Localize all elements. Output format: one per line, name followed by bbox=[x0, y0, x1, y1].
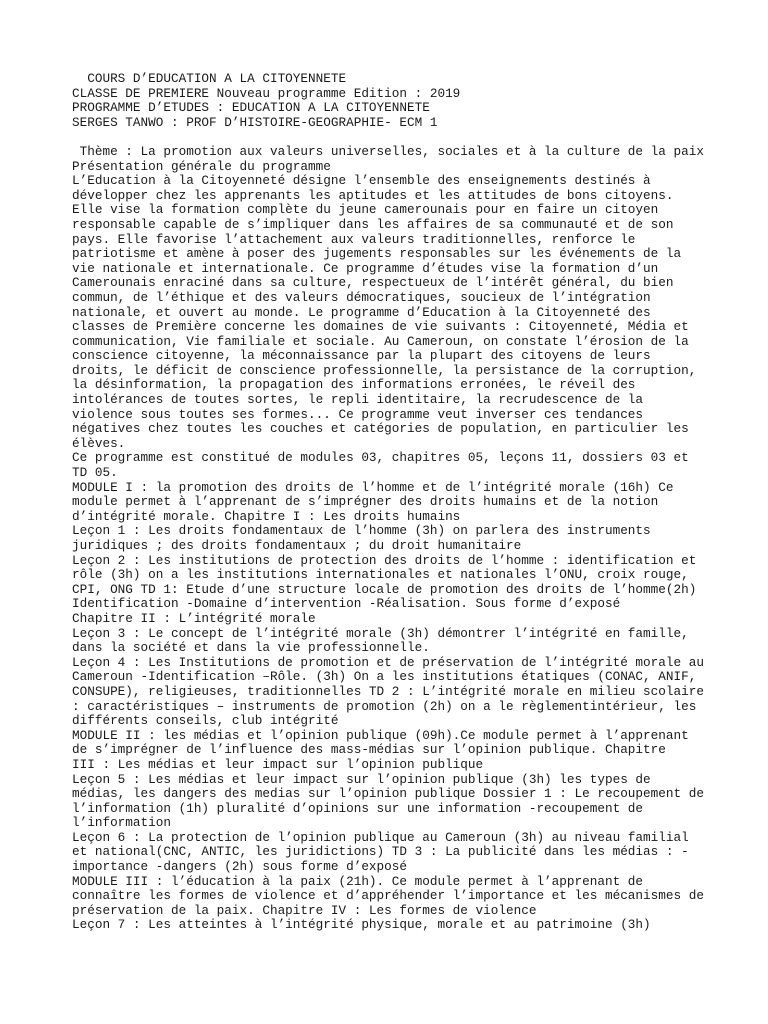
body-text-line: Chapitre II : L’intégrité morale bbox=[72, 610, 316, 626]
body-text-line: Leçon 4 : Les Institutions de promotion et de préservation de l’intégrité morale au bbox=[72, 654, 704, 670]
body-text-line: connaître les formes de violence et d’appréhender l’importance et les mécanismes de bbox=[72, 888, 704, 904]
body-text-line: Leçon 1 : Les droits fondamentaux de l’homme (3h) on parlera des instruments bbox=[72, 523, 651, 539]
body-text-line: d’intégrité morale. Chapitre I : Les droits humains bbox=[72, 508, 461, 524]
body-text-line: négatives chez toutes les couches et catégories de population, en particulier les bbox=[72, 421, 689, 437]
body-text-line: patriotisme et amène à poser des jugements responsables sur les événements de la bbox=[72, 246, 682, 262]
body-text-line: dans la société et dans la vie professionnelle. bbox=[72, 640, 430, 656]
body-text-line: juridiques ; des droits fondamentaux ; du droit humanitaire bbox=[72, 538, 522, 553]
body-text-line: développer chez les apprenants les aptitudes et les attitudes de bons citoyens. bbox=[72, 187, 674, 203]
body-text-line: Leçon 2 : Les institutions de protection des droits de l’homme : identification et bbox=[72, 552, 697, 568]
body-text-line: : caractéristiques – instruments de promotion (2h) on a le règlementintérieur, les bbox=[72, 698, 697, 714]
body-text-line: nationale, et ouvert au monde. Le programme d’Education à la Citoyenneté des bbox=[72, 304, 651, 320]
body-text-line: commun, de l’éthique et des valeurs démocratiques, soucieux de l’intégration bbox=[72, 289, 651, 305]
body-text-line: intolérances de toutes sortes, le repli identitaire, la recrudescence de la bbox=[72, 392, 644, 408]
body-text-line: CPI, ONG TD 1: Etude d’une structure locale de promotion des droits de l’homme(2h) bbox=[72, 581, 697, 597]
body-text-line: classes de Première concerne les domaines de vie suivants : Citoyenneté, Média et bbox=[72, 319, 689, 335]
body-text-line: pays. Elle favorise l’attachement aux valeurs traditionnelles, renforce le bbox=[72, 231, 636, 247]
document-body bbox=[72, 145, 702, 933]
body-text-line: Leçon 6 : La protection de l’opinion publique au Cameroun (3h) au niveau familial bbox=[72, 829, 689, 845]
body-text-line: Identification -Domaine d’intervention -Réalisation. Sous forme d’exposé bbox=[72, 596, 621, 612]
document-page bbox=[72, 72, 702, 933]
body-text-line: conscience citoyenne, la méconnaissance par la plupart des citoyens de leurs bbox=[72, 348, 651, 364]
body-text-line: et national(CNC, ANTIC, les juridictions) TD 3 : La publicité dans les médias : - bbox=[72, 844, 689, 860]
body-text-line: module permet à l’apprenant de s’imprégner des droits humains et de la notion bbox=[72, 494, 659, 510]
body-text-line: droits, le déficit de conscience professionnelle, la persistance de la corruption, bbox=[72, 362, 697, 378]
body-text-line: TD 05. bbox=[72, 465, 118, 481]
body-text-line: l’information (1h) pluralité d’opinions sur une information -recoupement de bbox=[72, 800, 644, 816]
header-line: SERGES TANWO : PROF D’HISTOIRE-GEOGRAPHIE- ECM 1 bbox=[72, 114, 438, 130]
body-text-line: L’Education à la Citoyenneté désigne l’ensemble des enseignements destinés à bbox=[72, 173, 651, 189]
blank-line bbox=[72, 130, 702, 145]
body-text-line: importance -dangers (2h) sous forme d’exposé bbox=[72, 859, 408, 875]
body-text-line: responsable capable de s’impliquer dans les affaires de sa communauté et de son bbox=[72, 216, 674, 232]
body-text-line: élèves. bbox=[72, 435, 126, 451]
body-text-line: Camerounais enraciné dans sa culture, respectueux de l’intérêt général, du bien bbox=[72, 275, 674, 291]
document-header bbox=[72, 72, 702, 130]
body-text-line: Thème : La promotion aux valeurs universelles, sociales et à la culture de la paix bbox=[72, 143, 704, 159]
body-text-line: Cameroun -Identification –Rôle. (3h) On a les institutions étatiques (CONAC, ANIF, bbox=[72, 669, 697, 685]
body-text-line: la désinformation, la propagation des informations erronées, le réveil des bbox=[72, 377, 636, 393]
body-text-line: violence sous toutes ses formes... Ce programme veut inverser ces tendances bbox=[72, 406, 644, 422]
body-text-line: Elle vise la formation complète du jeune camerounais pour en faire un citoyen bbox=[72, 202, 659, 218]
body-text-line: Présentation générale du programme bbox=[72, 158, 331, 174]
body-text-line: l’information bbox=[72, 815, 171, 831]
body-text-line: MODULE II : les médias et l’opinion publique (09h).Ce module permet à l’apprenant bbox=[72, 727, 689, 743]
body-text-line: différents conseils, club intégrité bbox=[72, 713, 339, 729]
body-text-line: Leçon 3 : Le concept de l’intégrité morale (3h) démontrer l’intégrité en famille, bbox=[72, 625, 689, 641]
body-text-line: rôle (3h) on a les institutions internationales et nationales l’ONU, croix rouge, bbox=[72, 567, 689, 583]
body-text-line: médias, les dangers des medias sur l’opinion publique Dossier 1 : Le recoupement de bbox=[72, 786, 704, 802]
body-text-line: III : Les médias et leur impact sur l’opinion publique bbox=[72, 756, 484, 772]
header-line: CLASSE DE PREMIERE Nouveau programme Edition : 2019 bbox=[72, 85, 461, 101]
body-text-line: Leçon 5 : Les médias et leur impact sur l’opinion publique (3h) les types de bbox=[72, 771, 651, 787]
body-text-line: MODULE I : la promotion des droits de l’homme et de l’intégrité morale (16h) Ce bbox=[72, 479, 674, 495]
header-line: COURS D’EDUCATION A LA CITOYENNETE bbox=[72, 71, 347, 86]
body-text-line: Leçon 7 : Les atteintes à l’intégrité physique, morale et au patrimoine (3h) bbox=[72, 917, 651, 933]
body-text-line: de s’imprégner de l’influence des mass-médias sur l’opinion publique. Chapitre bbox=[72, 742, 666, 758]
body-text-line: Ce programme est constitué de modules 03, chapitres 05, leçons 11, dossiers 03 et bbox=[72, 450, 689, 466]
body-text-line: communication, Vie familiale et sociale. Au Cameroun, on constate l’érosion de la bbox=[72, 333, 689, 349]
body-text-line: CONSUPE), religieuses, traditionnelles TD 2 : L’intégrité morale en milieu scolaire bbox=[72, 683, 704, 699]
body-text-line: vie nationale et internationale. Ce programme d’études vise la formation d’un bbox=[72, 260, 659, 276]
body-text-line: MODULE III : l’éducation à la paix (21h). Ce module permet à l’apprenant de bbox=[72, 873, 644, 889]
body-text-line: préservation de la paix. Chapitre IV : Les formes de violence bbox=[72, 902, 537, 918]
header-line: PROGRAMME D’ETUDES : EDUCATION A LA CITOYENNETE bbox=[72, 100, 430, 116]
